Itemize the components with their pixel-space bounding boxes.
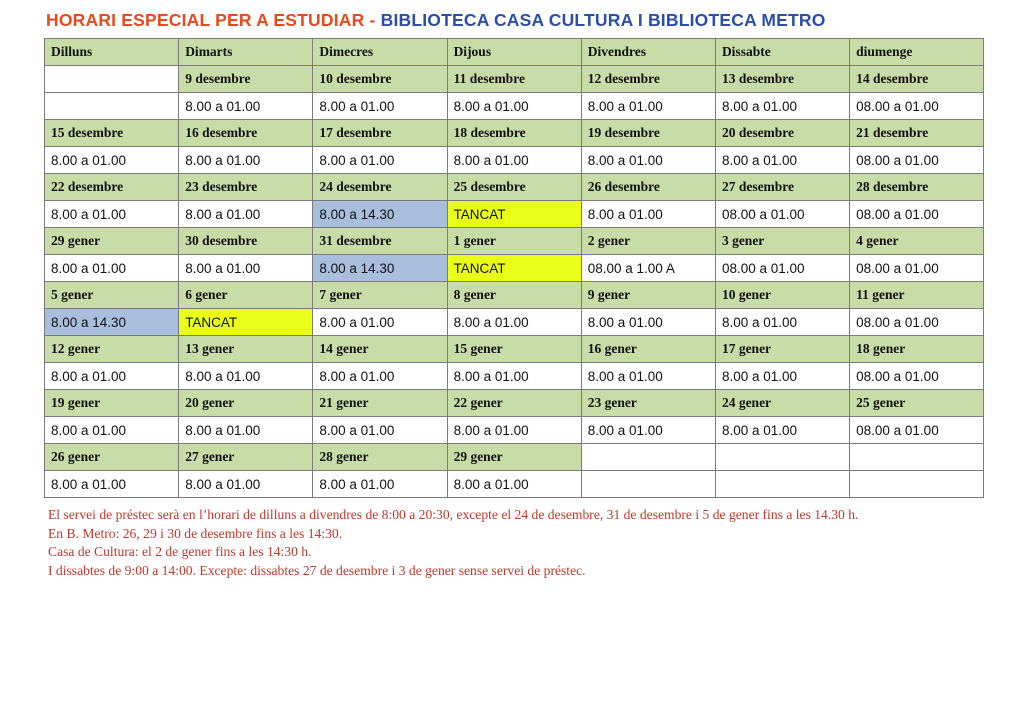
hours-cell: 08.00 a 01.00 (850, 363, 984, 390)
hours-cell: 08.00 a 01.00 (850, 255, 984, 282)
table-row (45, 336, 984, 363)
date-cell: 20 desembre (715, 120, 849, 147)
hours-cell: 8.00 a 01.00 (179, 417, 313, 444)
date-cell: 15 gener (447, 336, 581, 363)
hours-cell: 8.00 a 01.00 (45, 201, 179, 228)
date-cell: 9 gener (581, 282, 715, 309)
hours-cell (715, 471, 849, 498)
hours-cell: 8.00 a 14.30 (45, 309, 179, 336)
date-cell (581, 444, 715, 471)
page-title-secondary: BIBLIOTECA CASA CULTURA I BIBLIOTECA METRO (380, 10, 826, 30)
date-cell: 13 desembre (715, 66, 849, 93)
table-row (45, 201, 984, 228)
date-cell: 19 desembre (581, 120, 715, 147)
hours-cell: 8.00 a 01.00 (715, 147, 849, 174)
hours-cell: 8.00 a 01.00 (313, 309, 447, 336)
note-line: En B. Metro: 26, 29 i 30 de desembre fins a les 14:30. (48, 525, 343, 541)
hours-cell: 8.00 a 01.00 (313, 93, 447, 120)
hours-cell: 8.00 a 01.00 (447, 309, 581, 336)
column-header: Dimecres (313, 39, 447, 66)
date-cell: 27 gener (179, 444, 313, 471)
hours-cell: 8.00 a 01.00 (45, 147, 179, 174)
hours-cell: 08.00 a 01.00 (715, 255, 849, 282)
column-header: Dijous (447, 39, 581, 66)
date-cell: 18 desembre (447, 120, 581, 147)
date-cell: 16 desembre (179, 120, 313, 147)
column-header: Dimarts (179, 39, 313, 66)
hours-cell: TANCAT (179, 309, 313, 336)
hours-cell: 08.00 a 01.00 (715, 201, 849, 228)
date-cell: 4 gener (850, 228, 984, 255)
date-cell: 10 gener (715, 282, 849, 309)
table-row (45, 66, 984, 93)
hours-cell: 8.00 a 01.00 (447, 147, 581, 174)
date-cell: 17 gener (715, 336, 849, 363)
date-cell: 25 gener (850, 390, 984, 417)
hours-cell: 8.00 a 01.00 (715, 93, 849, 120)
schedule-table (44, 38, 984, 498)
date-cell: 8 gener (447, 282, 581, 309)
hours-cell: 8.00 a 01.00 (179, 93, 313, 120)
table-row (45, 390, 984, 417)
table-row (45, 255, 984, 282)
hours-cell: TANCAT (447, 255, 581, 282)
date-cell: 19 gener (45, 390, 179, 417)
hours-cell: 8.00 a 01.00 (179, 363, 313, 390)
date-cell: 1 gener (447, 228, 581, 255)
date-cell: 2 gener (581, 228, 715, 255)
date-cell: 3 gener (715, 228, 849, 255)
hours-cell: 8.00 a 01.00 (313, 471, 447, 498)
page-title (46, 10, 984, 31)
hours-cell: 8.00 a 01.00 (447, 417, 581, 444)
hours-cell: 8.00 a 01.00 (715, 309, 849, 336)
date-cell: 23 desembre (179, 174, 313, 201)
hours-cell: 8.00 a 01.00 (45, 471, 179, 498)
date-cell: 24 desembre (313, 174, 447, 201)
hours-cell: 08.00 a 01.00 (850, 93, 984, 120)
date-cell: 22 gener (447, 390, 581, 417)
date-cell: 21 desembre (850, 120, 984, 147)
date-cell: 29 gener (45, 228, 179, 255)
hours-cell: 8.00 a 01.00 (45, 363, 179, 390)
hours-cell: 8.00 a 01.00 (45, 417, 179, 444)
date-cell: 24 gener (715, 390, 849, 417)
hours-cell (45, 93, 179, 120)
hours-cell: 08.00 a 01.00 (850, 309, 984, 336)
date-cell: 31 desembre (313, 228, 447, 255)
date-cell: 15 desembre (45, 120, 179, 147)
date-cell: 14 desembre (850, 66, 984, 93)
date-cell: 30 desembre (179, 228, 313, 255)
hours-cell: 8.00 a 01.00 (179, 255, 313, 282)
date-cell (715, 444, 849, 471)
table-row (45, 444, 984, 471)
column-header: Dilluns (45, 39, 179, 66)
table-row (45, 471, 984, 498)
hours-cell: 08.00 a 01.00 (850, 147, 984, 174)
hours-cell: 8.00 a 01.00 (447, 363, 581, 390)
hours-cell: 8.00 a 01.00 (581, 147, 715, 174)
hours-cell: 8.00 a 01.00 (179, 471, 313, 498)
table-row (45, 93, 984, 120)
hours-cell: 8.00 a 01.00 (715, 363, 849, 390)
date-cell: 11 gener (850, 282, 984, 309)
date-cell: 28 gener (313, 444, 447, 471)
hours-cell: TANCAT (447, 201, 581, 228)
date-cell: 23 gener (581, 390, 715, 417)
hours-cell: 8.00 a 01.00 (581, 93, 715, 120)
table-row (45, 309, 984, 336)
date-cell: 16 gener (581, 336, 715, 363)
hours-cell: 8.00 a 01.00 (313, 363, 447, 390)
date-cell: 12 gener (45, 336, 179, 363)
table-row (45, 147, 984, 174)
hours-cell: 8.00 a 14.30 (313, 201, 447, 228)
table-row (45, 363, 984, 390)
hours-cell: 8.00 a 01.00 (45, 255, 179, 282)
date-cell: 27 desembre (715, 174, 849, 201)
hours-cell: 8.00 a 01.00 (715, 417, 849, 444)
date-cell: 13 gener (179, 336, 313, 363)
date-cell: 10 desembre (313, 66, 447, 93)
date-cell: 29 gener (447, 444, 581, 471)
table-row (45, 228, 984, 255)
column-header: Divendres (581, 39, 715, 66)
table-row (45, 282, 984, 309)
column-header: Dissabte (715, 39, 849, 66)
hours-cell: 8.00 a 01.00 (313, 147, 447, 174)
hours-cell: 8.00 a 01.00 (581, 363, 715, 390)
date-cell: 14 gener (313, 336, 447, 363)
hours-cell (850, 471, 984, 498)
date-cell: 9 desembre (179, 66, 313, 93)
hours-cell: 8.00 a 01.00 (581, 201, 715, 228)
date-cell: 7 gener (313, 282, 447, 309)
date-cell: 21 gener (313, 390, 447, 417)
date-cell: 20 gener (179, 390, 313, 417)
note-line: I dissabtes de 9:00 a 14:00. Excepte: dissabtes 27 de desembre i 3 de gener sense servei de préstec. (48, 562, 586, 578)
date-cell: 6 gener (179, 282, 313, 309)
date-cell: 22 desembre (45, 174, 179, 201)
date-cell: 28 desembre (850, 174, 984, 201)
hours-cell: 8.00 a 01.00 (581, 309, 715, 336)
hours-cell: 8.00 a 01.00 (447, 471, 581, 498)
hours-cell: 8.00 a 01.00 (313, 417, 447, 444)
note-line: Casa de Cultura: el 2 de gener fins a les 14:30 h. (48, 544, 312, 559)
hours-cell (581, 471, 715, 498)
column-header: diumenge (850, 39, 984, 66)
hours-cell: 08.00 a 1.00 A (581, 255, 715, 282)
hours-cell: 8.00 a 14.30 (313, 255, 447, 282)
hours-cell: 8.00 a 01.00 (447, 93, 581, 120)
date-cell (850, 444, 984, 471)
date-cell (45, 66, 179, 93)
date-cell: 11 desembre (447, 66, 581, 93)
date-cell: 26 gener (45, 444, 179, 471)
date-cell: 12 desembre (581, 66, 715, 93)
hours-cell: 8.00 a 01.00 (581, 417, 715, 444)
date-cell: 17 desembre (313, 120, 447, 147)
notes-block (48, 506, 984, 580)
date-cell: 5 gener (45, 282, 179, 309)
date-cell: 25 desembre (447, 174, 581, 201)
date-cell: 18 gener (850, 336, 984, 363)
page-title-primary: HORARI ESPECIAL PER A ESTUDIAR - (46, 10, 381, 30)
note-line: El servei de préstec serà en l’horari de dilluns a divendres de 8:00 a 20:30, excepte el 24 de desembre, 31 de desembre i 5 de gener fins a les 14.30 h. (48, 507, 859, 522)
hours-cell: 8.00 a 01.00 (179, 201, 313, 228)
table-row (45, 174, 984, 201)
table-header-row (45, 39, 984, 66)
hours-cell: 08.00 a 01.00 (850, 201, 984, 228)
date-cell: 26 desembre (581, 174, 715, 201)
hours-cell: 08.00 a 01.00 (850, 417, 984, 444)
table-row (45, 417, 984, 444)
hours-cell: 8.00 a 01.00 (179, 147, 313, 174)
table-row (45, 120, 984, 147)
